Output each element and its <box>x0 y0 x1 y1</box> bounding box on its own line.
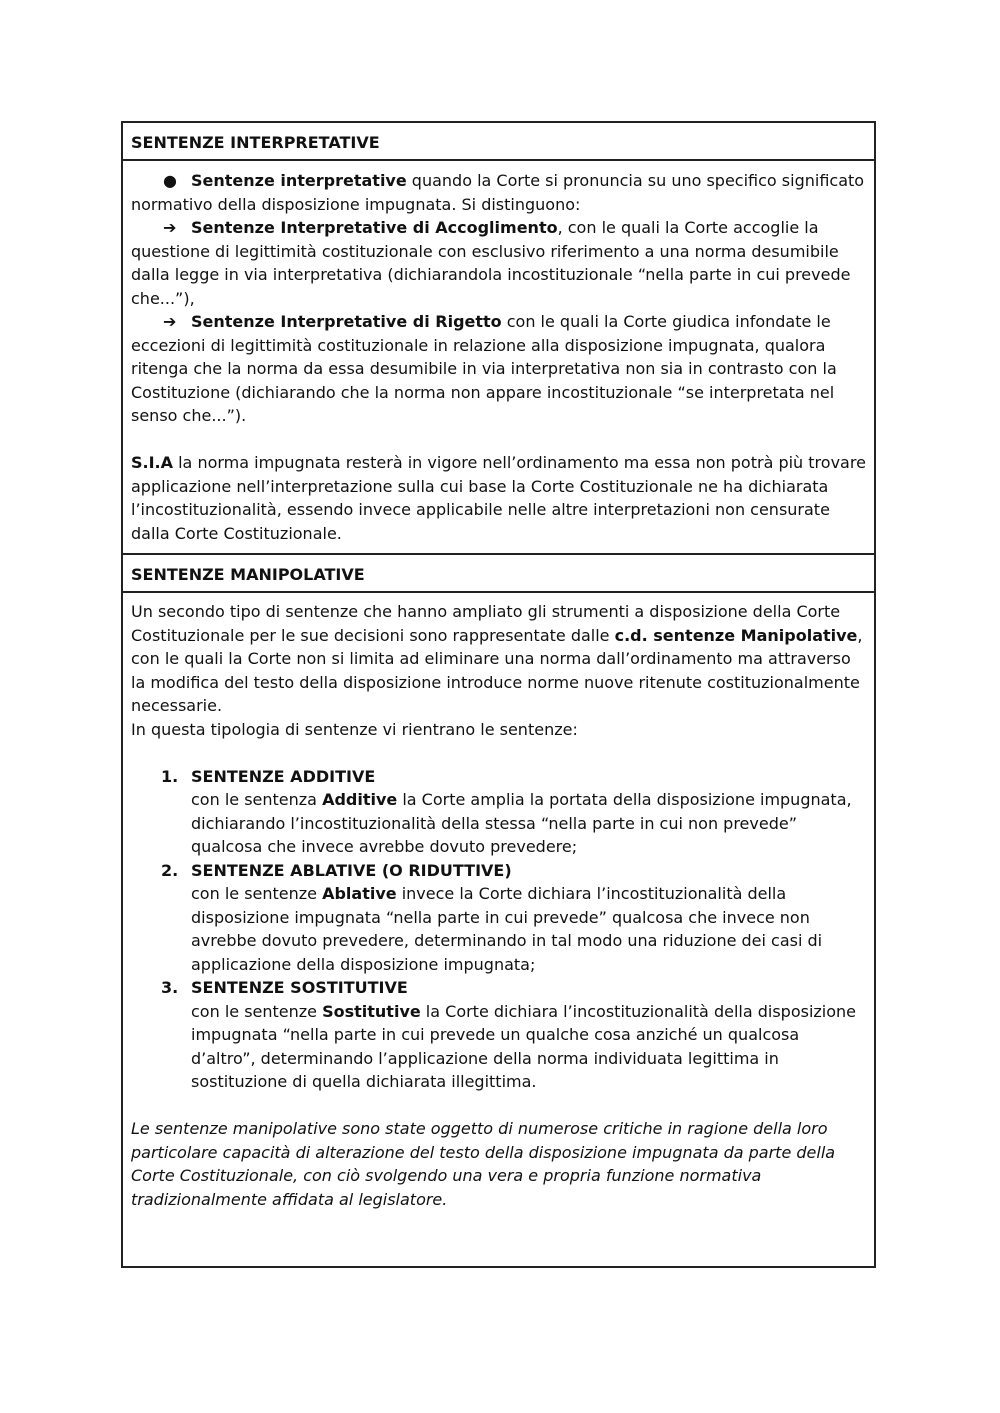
bullet-text: quando la Corte si pronuncia su uno specifico significato normativo della disposizione impugnata. Si distinguono: <box>131 171 865 214</box>
arrow-icon: ➔ <box>163 218 177 237</box>
accoglimento-text: , con le quali la Corte accoglie la questione di legittimità costituzionale con esclusivo riferimento a una norma desumibile dalla legge in via interpretativa (dichiarandola incostituzionale “nella parte in cui prevede che...”), <box>131 218 851 308</box>
intro-line: In questa tipologia di sentenze vi rientrano le sentenze: <box>131 719 578 739</box>
list-item-text: con le sentenze Ablative invece la Corte dichiara l’incostituzionalità della disposizione impugnata “nella parte in cui prevede” qualcosa che invece non avrebbe dovuto prevedere, determinando in tal modo una riduzione dei casi di applicazione della disposizione impugnata; <box>191 884 823 974</box>
list-item-text: con le sentenze Sostitutive la Corte dichiara l’incostituzionalità della disposizione impugnata “nella parte in cui prevede un qualche cosa anziché un qualcosa d’altro”, determinando l’applicazione della norma individuata legittima in sostituzione di quella dichiarata illegittima. <box>191 1001 857 1091</box>
bullet-icon: ● <box>163 171 177 190</box>
list-item <box>131 976 866 1094</box>
bullet-bold: Sentenze interpretative <box>191 171 407 190</box>
list-item-text: con le sentenza Additive la Corte amplia la portata della disposizione impugnata, dichiarando l’incostituzionalità della stessa “nella parte in cui non prevede” qualcosa che invece avrebbe dovuto prevedere; <box>191 790 852 856</box>
closing-paragraph: Le sentenze manipolative sono state oggetto di numerose critiche in ragione della loro particolare capacità di alterazione del testo della disposizione impugnata da parte della Corte Costituzionale, con ciò svolgendo una vera e propria funzione normativa tradizionalmente affidata al legislatore. <box>131 1119 836 1209</box>
sentenze-list <box>131 765 866 1094</box>
document-table <box>121 121 876 1268</box>
section-body-interpretative <box>123 161 874 555</box>
list-number: 3. <box>161 978 179 997</box>
bullet-paragraph <box>131 169 866 216</box>
sia-paragraph <box>131 451 866 545</box>
list-item-title: SENTENZE ABLATIVE (O RIDUTTIVE) <box>191 860 512 880</box>
list-number: 1. <box>161 766 179 786</box>
rigetto-paragraph <box>131 310 866 428</box>
rigetto-bold: Sentenze Interpretative di Rigetto <box>191 312 502 331</box>
section-title-manipolative: SENTENZE MANIPOLATIVE <box>123 555 874 593</box>
section-body-manipolative <box>123 593 874 1219</box>
intro-bold: c.d. sentenze Manipolative <box>614 625 858 645</box>
list-item-title: SENTENZE SOSTITUTIVE <box>191 978 408 997</box>
rigetto-text: con le quali la Corte giudica infondate le eccezioni di legittimità costituzionale in relazione alla disposizione impugnata, qualora ritenga che la norma da essa desumibile in via interpretativa non sia in contrasto con la Costituzione (dichiarando che la norma non appare incostituzionale “se interpretata nel senso che...”). <box>131 312 837 425</box>
list-item <box>131 765 866 859</box>
sia-text: la norma impugnata resterà in vigore nell’ordinamento ma essa non potrà più trovare applicazione nell’interpretazione sulla cui base la Corte Costituzionale ne ha dichiarata l’incostituzionalità, essendo invece applicabile nelle altre interpretazioni non censurate dalla Corte Costituzionale. <box>131 453 866 543</box>
list-item <box>131 859 866 977</box>
accoglimento-bold: Sentenze Interpretative di Accoglimento <box>191 218 558 237</box>
sia-bold: S.I.A <box>131 453 174 472</box>
list-number: 2. <box>161 860 179 880</box>
arrow-icon: ➔ <box>163 312 177 331</box>
accoglimento-paragraph <box>131 216 866 310</box>
section-title-interpretative: SENTENZE INTERPRETATIVE <box>123 123 874 161</box>
intro-paragraph: Un secondo tipo di sentenze che hanno ampliato gli strumenti a disposizione della Corte Costituzionale per le sue decisioni sono rappresentate dalle c.d. sentenze Manipolative, con le quali la Corte non si limita ad eliminare una norma dall’ordinamento ma attraverso la modifica del testo della disposizione introduce norme nuove ritenute costituzionalmente necessarie. <box>131 602 863 715</box>
list-item-title: SENTENZE ADDITIVE <box>191 766 376 786</box>
